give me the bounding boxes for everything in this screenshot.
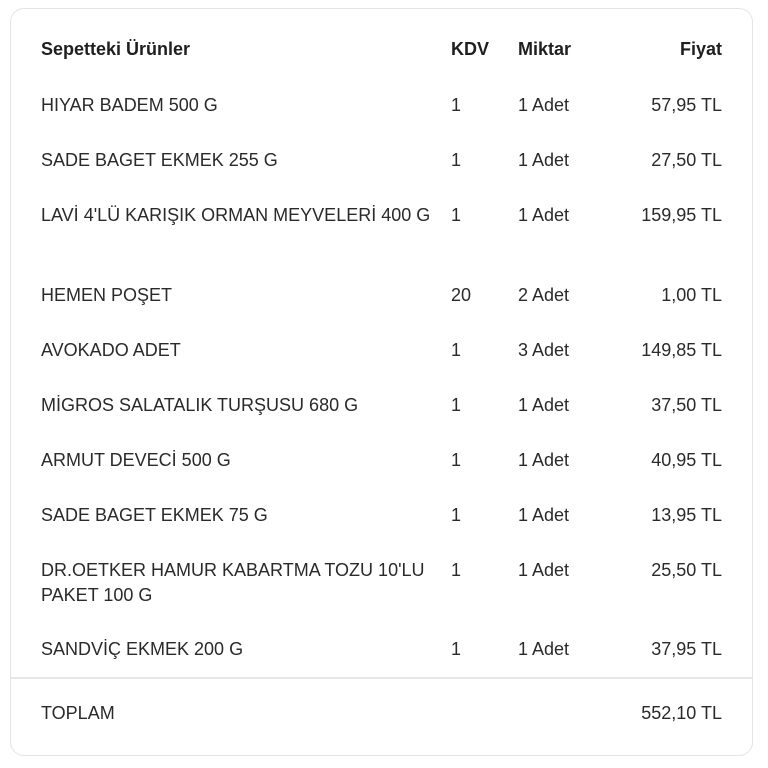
table-row <box>11 148 752 173</box>
item-kdv: 20 <box>451 285 472 305</box>
item-price: 57,95 TL <box>651 95 722 115</box>
item-price: 25,50 TL <box>651 560 722 580</box>
total-divider <box>11 677 752 679</box>
table-row <box>11 393 752 418</box>
item-quantity: 1 Adet <box>518 150 570 170</box>
item-price: 1,00 TL <box>661 285 722 305</box>
item-price: 40,95 TL <box>651 450 722 470</box>
table-header <box>11 39 752 67</box>
table-row <box>11 338 752 363</box>
item-name: LAVİ 4'LÜ KARIŞIK ORMAN MEYVELERİ 400 G <box>41 205 431 225</box>
item-quantity: 1 Adet <box>518 505 570 525</box>
table-row <box>11 637 752 662</box>
item-kdv: 1 <box>451 450 462 470</box>
item-quantity: 1 Adet <box>518 205 570 225</box>
item-name: DR.OETKER HAMUR KABARTMA TOZU 10'LU PAKET 100 G <box>41 560 425 605</box>
table-row <box>11 93 752 118</box>
total-value: 552,10 TL <box>641 703 722 723</box>
total-row <box>11 701 752 727</box>
item-name: SADE BAGET EKMEK 255 G <box>41 150 278 170</box>
item-quantity: 1 Adet <box>518 395 570 415</box>
header-quantity: Miktar <box>518 39 572 59</box>
item-quantity: 3 Adet <box>518 340 570 360</box>
table-row <box>11 503 752 528</box>
item-kdv: 1 <box>451 505 462 525</box>
table-row <box>11 283 752 308</box>
item-kdv: 1 <box>451 95 462 115</box>
item-kdv: 1 <box>451 205 462 225</box>
item-name: HIYAR BADEM 500 G <box>41 95 218 115</box>
item-kdv: 1 <box>451 395 462 415</box>
item-name: HEMEN POŞET <box>41 285 173 305</box>
item-quantity: 1 Adet <box>518 95 570 115</box>
item-kdv: 1 <box>451 340 462 360</box>
item-price: 149,85 TL <box>641 340 722 360</box>
item-price: 37,95 TL <box>651 639 722 659</box>
item-name: SANDVİÇ EKMEK 200 G <box>41 639 244 659</box>
header-products: Sepetteki Ürünler <box>41 39 191 59</box>
table-row <box>11 558 752 608</box>
item-kdv: 1 <box>451 560 462 580</box>
item-price: 37,50 TL <box>651 395 722 415</box>
item-price: 27,50 TL <box>651 150 722 170</box>
item-price: 159,95 TL <box>641 205 722 225</box>
item-price: 13,95 TL <box>651 505 722 525</box>
header-price: Fiyat <box>679 39 722 59</box>
header-kdv: KDV <box>451 39 490 59</box>
table-row <box>11 203 752 253</box>
item-quantity: 1 Adet <box>518 639 570 659</box>
item-kdv: 1 <box>451 150 462 170</box>
table-row <box>11 448 752 473</box>
item-quantity: 2 Adet <box>518 285 570 305</box>
total-label: TOPLAM <box>41 703 115 723</box>
item-kdv: 1 <box>451 639 462 659</box>
cart-summary-card <box>10 8 753 756</box>
item-name: MİGROS SALATALIK TURŞUSU 680 G <box>41 395 359 415</box>
item-quantity: 1 Adet <box>518 450 570 470</box>
item-quantity: 1 Adet <box>518 560 570 580</box>
item-name: ARMUT DEVECİ 500 G <box>41 450 231 470</box>
item-name: AVOKADO ADET <box>41 340 181 360</box>
item-name: SADE BAGET EKMEK 75 G <box>41 505 268 525</box>
